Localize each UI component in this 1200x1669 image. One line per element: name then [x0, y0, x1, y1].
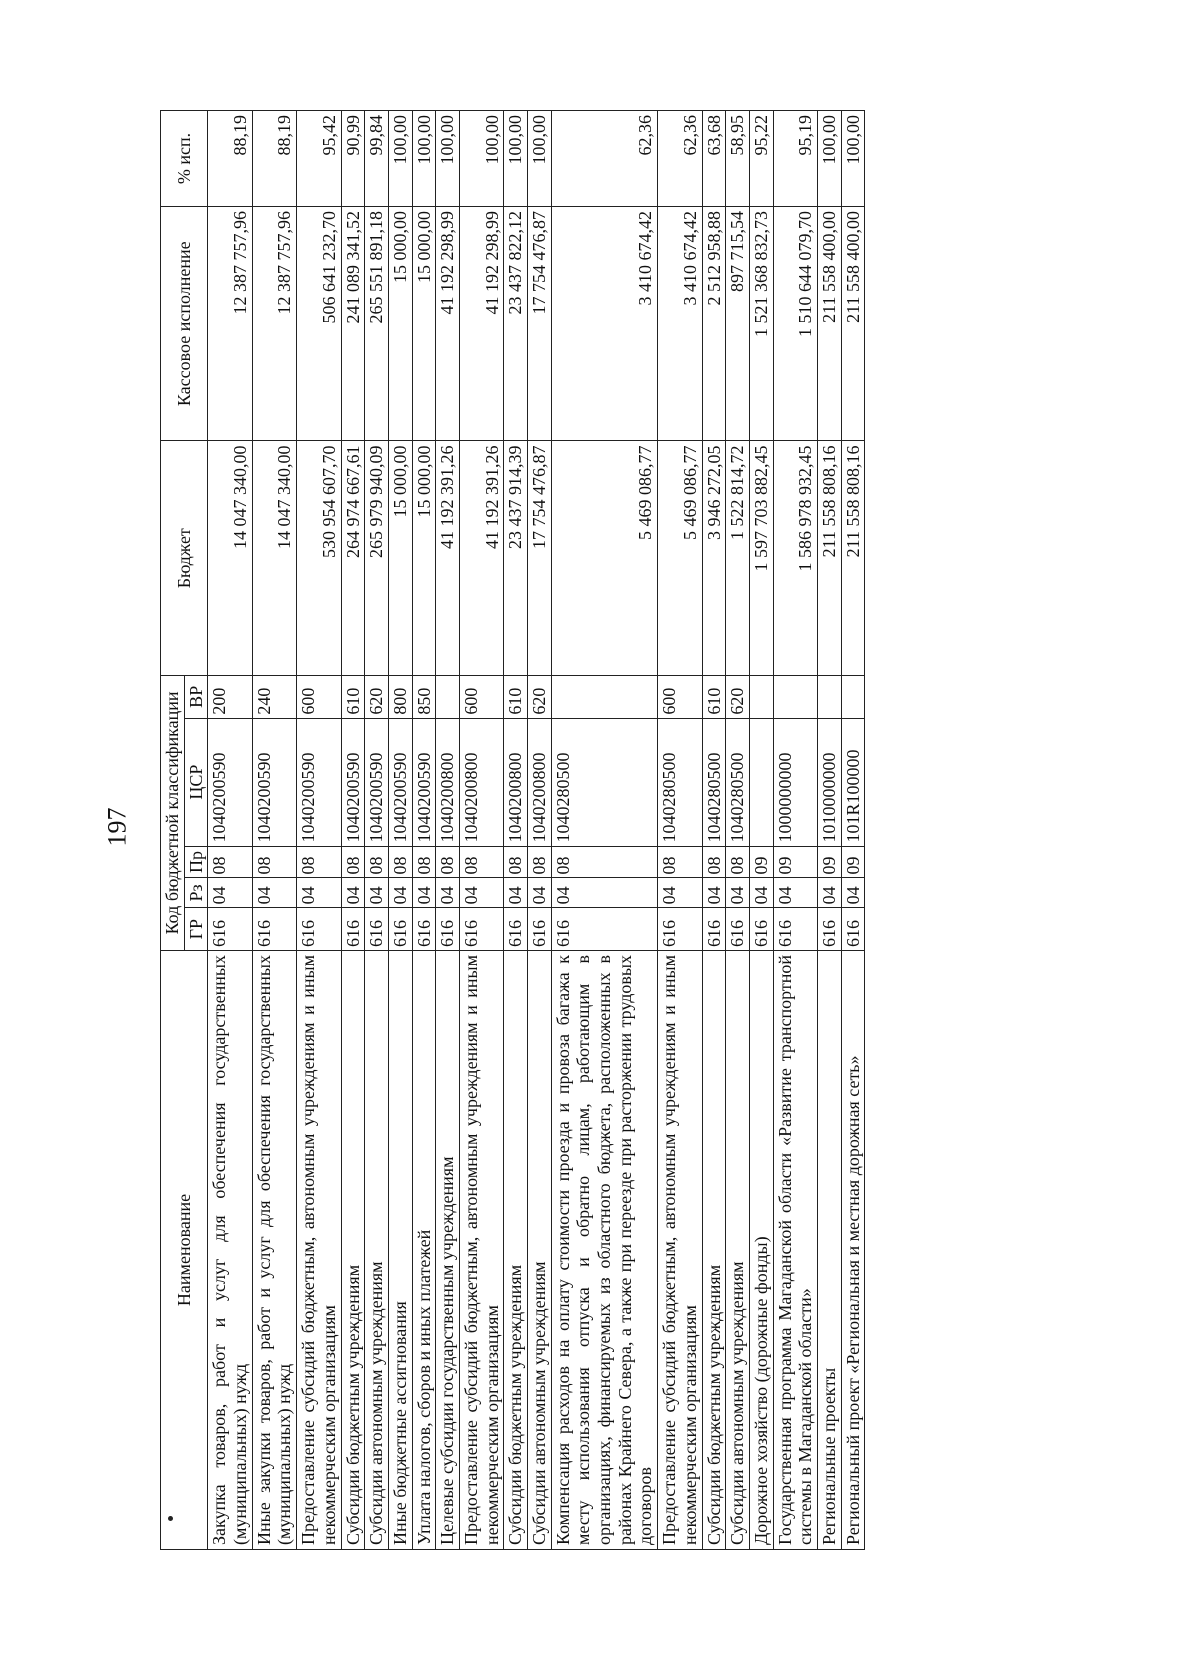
cell-gr: 616 [658, 908, 702, 951]
cell-vr: 600 [658, 675, 702, 718]
cell-csr: 1040200800 [528, 718, 552, 846]
cell-pr: 08 [388, 846, 412, 878]
table-row [773, 111, 817, 1550]
cell-budget: 1 597 703 882,45 [749, 441, 773, 675]
cell-name: Целевые субсидии государственным учреждениям [436, 950, 460, 1549]
cell-budget: 1 522 814,72 [726, 441, 750, 675]
header-budget: Бюджет [161, 441, 208, 675]
cell-budget: 265 979 940,09 [365, 441, 389, 675]
table-row [297, 111, 341, 1550]
cell-rz: 04 [459, 878, 503, 908]
cell-gr: 616 [208, 908, 252, 951]
cell-rz: 04 [365, 878, 389, 908]
cell-pr: 08 [412, 846, 436, 878]
cell-pr: 08 [504, 846, 528, 878]
cell-budget: 23 437 914,39 [504, 441, 528, 675]
cell-name: Предоставление субсидий бюджетным, автономным учреждениям и иным некоммерческим организациям [459, 950, 503, 1549]
header-csr: ЦСР [184, 718, 208, 846]
cell-pr: 08 [297, 846, 341, 878]
cell-cash: 3 410 674,42 [551, 207, 657, 441]
cell-vr: 610 [702, 675, 726, 718]
cell-vr: 620 [365, 675, 389, 718]
cell-rz: 04 [412, 878, 436, 908]
cell-vr [749, 675, 773, 718]
cell-cash: 3 410 674,42 [658, 207, 702, 441]
cell-vr [551, 675, 657, 718]
rotated-table [160, 110, 1060, 1550]
header-code-group: Код бюджетной классификации [161, 675, 185, 950]
cell-rz: 04 [528, 878, 552, 908]
cell-csr: 1040280500 [658, 718, 702, 846]
header-name: Наименование [161, 950, 208, 1549]
table-row [817, 111, 841, 1550]
cell-pct: 99,84 [365, 111, 389, 207]
cell-pr: 09 [773, 846, 817, 878]
cell-name: Уплата налогов, сборов и иных платежей [412, 950, 436, 1549]
cell-pct: 100,00 [459, 111, 503, 207]
cell-budget: 17 754 476,87 [528, 441, 552, 675]
cell-rz: 04 [702, 878, 726, 908]
cell-csr: 1040280500 [702, 718, 726, 846]
cell-gr: 616 [551, 908, 657, 951]
table-container [160, 110, 1060, 1550]
cell-name: Компенсация расходов на оплату стоимости проезда и провоза багажа к месту использования отпуска и обратно лицам, работающим в организациях, финансируемых из областного бюджета, расположенных в районах Крайнего Севера, а также при переезде при расторжении трудовых договоров [551, 950, 657, 1549]
cell-gr: 616 [436, 908, 460, 951]
cell-cash: 211 558 400,00 [817, 207, 841, 441]
cell-csr [749, 718, 773, 846]
cell-budget: 41 192 391,26 [459, 441, 503, 675]
cell-gr: 616 [841, 908, 865, 951]
cell-budget: 264 974 667,61 [341, 441, 365, 675]
cell-rz: 04 [436, 878, 460, 908]
cell-csr: 1040280500 [726, 718, 750, 846]
cell-rz: 04 [252, 878, 296, 908]
cell-budget: 530 954 607,70 [297, 441, 341, 675]
cell-pct: 90,99 [341, 111, 365, 207]
cell-cash: 23 437 822,12 [504, 207, 528, 441]
cell-budget: 14 047 340,00 [208, 441, 252, 675]
cell-budget: 15 000,00 [388, 441, 412, 675]
cell-csr: 1000000000 [773, 718, 817, 846]
budget-table [160, 110, 865, 1550]
cell-vr [817, 675, 841, 718]
table-row [459, 111, 503, 1550]
cell-pr: 08 [658, 846, 702, 878]
cell-csr: 1040200590 [365, 718, 389, 846]
table-row [252, 111, 296, 1550]
cell-pct: 100,00 [504, 111, 528, 207]
cell-csr: 1040200590 [252, 718, 296, 846]
cell-rz: 04 [749, 878, 773, 908]
cell-csr: 1040200590 [297, 718, 341, 846]
cell-pr: 08 [459, 846, 503, 878]
cell-rz: 04 [551, 878, 657, 908]
cell-pct: 62,36 [551, 111, 657, 207]
cell-name: Субсидии автономным учреждениям [365, 950, 389, 1549]
cell-vr: 620 [726, 675, 750, 718]
cell-rz: 04 [504, 878, 528, 908]
cell-gr: 616 [702, 908, 726, 951]
table-row [388, 111, 412, 1550]
cell-csr: 101R100000 [841, 718, 865, 846]
cell-gr: 616 [341, 908, 365, 951]
table-row [551, 111, 657, 1550]
cell-csr: 1040280500 [551, 718, 657, 846]
cell-vr: 620 [528, 675, 552, 718]
table-row [208, 111, 252, 1550]
cell-cash: 41 192 298,99 [436, 207, 460, 441]
cell-pr: 08 [208, 846, 252, 878]
cell-csr: 1040200800 [459, 718, 503, 846]
cell-cash: 241 089 341,52 [341, 207, 365, 441]
cell-cash: 265 551 891,18 [365, 207, 389, 441]
header-pr: Пр [184, 846, 208, 878]
table-row [528, 111, 552, 1550]
cell-rz: 04 [341, 878, 365, 908]
cell-vr: 240 [252, 675, 296, 718]
cell-gr: 616 [388, 908, 412, 951]
cell-pr: 08 [436, 846, 460, 878]
cell-gr: 616 [297, 908, 341, 951]
cell-pct: 95,22 [749, 111, 773, 207]
cell-vr: 800 [388, 675, 412, 718]
cell-name: Региональные проекты [817, 950, 841, 1549]
cell-pct: 88,19 [252, 111, 296, 207]
cell-cash: 15 000,00 [412, 207, 436, 441]
cell-name: Субсидии бюджетным учреждениям [504, 950, 528, 1549]
cell-budget: 14 047 340,00 [252, 441, 296, 675]
cell-cash: 12 387 757,96 [252, 207, 296, 441]
cell-pr: 08 [726, 846, 750, 878]
header-vr: ВР [184, 675, 208, 718]
cell-vr: 600 [297, 675, 341, 718]
cell-vr [436, 675, 460, 718]
cell-csr: 1040200590 [341, 718, 365, 846]
cell-rz: 04 [388, 878, 412, 908]
cell-gr: 616 [528, 908, 552, 951]
cell-pr: 09 [817, 846, 841, 878]
table-row [726, 111, 750, 1550]
cell-gr: 616 [749, 908, 773, 951]
cell-pr: 08 [528, 846, 552, 878]
cell-name: Иные закупки товаров, работ и услуг для обеспечения государственных (муниципальных) нужд [252, 950, 296, 1549]
cell-name: Предоставление субсидий бюджетным, автономным учреждениям и иным некоммерческим организациям [658, 950, 702, 1549]
cell-gr: 616 [459, 908, 503, 951]
cell-vr: 610 [504, 675, 528, 718]
cell-budget: 5 469 086,77 [551, 441, 657, 675]
cell-rz: 04 [773, 878, 817, 908]
header-cash: Кассовое исполнение [161, 207, 208, 441]
cell-gr: 616 [412, 908, 436, 951]
header-pct: % исп. [161, 111, 208, 207]
cell-gr: 616 [773, 908, 817, 951]
cell-gr: 616 [365, 908, 389, 951]
cell-gr: 616 [726, 908, 750, 951]
cell-csr: 1040200800 [504, 718, 528, 846]
cell-vr [773, 675, 817, 718]
cell-budget: 211 558 808,16 [841, 441, 865, 675]
cell-vr: 850 [412, 675, 436, 718]
cell-pct: 100,00 [817, 111, 841, 207]
cell-pct: 100,00 [388, 111, 412, 207]
cell-name: Субсидии бюджетным учреждениям [341, 950, 365, 1549]
cell-pct: 62,36 [658, 111, 702, 207]
table-row [412, 111, 436, 1550]
cell-rz: 04 [297, 878, 341, 908]
table-row [702, 111, 726, 1550]
cell-cash: 12 387 757,96 [208, 207, 252, 441]
cell-pct: 100,00 [436, 111, 460, 207]
cell-rz: 04 [658, 878, 702, 908]
cell-name: Региональный проект «Региональная и местная дорожная сеть» [841, 950, 865, 1549]
table-row [749, 111, 773, 1550]
cell-gr: 616 [252, 908, 296, 951]
cell-vr: 200 [208, 675, 252, 718]
cell-pct: 95,19 [773, 111, 817, 207]
cell-pr: 08 [551, 846, 657, 878]
cell-name: Дорожное хозяйство (дорожные фонды) [749, 950, 773, 1549]
cell-budget: 1 586 978 932,45 [773, 441, 817, 675]
cell-pct: 95,42 [297, 111, 341, 207]
cell-csr: 1040200590 [412, 718, 436, 846]
cell-budget: 15 000,00 [412, 441, 436, 675]
cell-cash: 2 512 958,88 [702, 207, 726, 441]
cell-csr: 1040200800 [436, 718, 460, 846]
cell-rz: 04 [841, 878, 865, 908]
cell-name: Предоставление субсидий бюджетным, автономным учреждениям и иным некоммерческим организациям [297, 950, 341, 1549]
header-rz: Рз [184, 878, 208, 908]
cell-name: Закупка товаров, работ и услуг для обеспечения государственных (муниципальных) нужд [208, 950, 252, 1549]
cell-gr: 616 [504, 908, 528, 951]
cell-rz: 04 [208, 878, 252, 908]
table-row [841, 111, 865, 1550]
cell-pr: 08 [252, 846, 296, 878]
cell-cash: 506 641 232,70 [297, 207, 341, 441]
cell-pr: 08 [365, 846, 389, 878]
cell-budget: 5 469 086,77 [658, 441, 702, 675]
cell-name: Иные бюджетные ассигнования [388, 950, 412, 1549]
cell-cash: 17 754 476,87 [528, 207, 552, 441]
cell-vr: 610 [341, 675, 365, 718]
cell-pct: 63,68 [702, 111, 726, 207]
cell-pct: 100,00 [528, 111, 552, 207]
cell-name: Субсидии автономным учреждениям [726, 950, 750, 1549]
cell-rz: 04 [726, 878, 750, 908]
cell-vr [841, 675, 865, 718]
cell-pct: 88,19 [208, 111, 252, 207]
cell-pct: 100,00 [412, 111, 436, 207]
cell-pct: 100,00 [841, 111, 865, 207]
cell-budget: 3 946 272,05 [702, 441, 726, 675]
cell-name: Государственная программа Магаданской области «Развитие транспортной системы в Магаданской области» [773, 950, 817, 1549]
table-row [504, 111, 528, 1550]
cell-gr: 616 [817, 908, 841, 951]
page-number: 197 [102, 807, 132, 847]
cell-csr: 1040200590 [388, 718, 412, 846]
cell-pct: 58,95 [726, 111, 750, 207]
cell-vr: 600 [459, 675, 503, 718]
cell-budget: 211 558 808,16 [817, 441, 841, 675]
cell-cash: 211 558 400,00 [841, 207, 865, 441]
cell-csr: 1040200590 [208, 718, 252, 846]
cell-cash: 1 521 368 832,73 [749, 207, 773, 441]
cell-name: Субсидии автономным учреждениям [528, 950, 552, 1549]
table-row [436, 111, 460, 1550]
cell-cash: 41 192 298,99 [459, 207, 503, 441]
cell-cash: 15 000,00 [388, 207, 412, 441]
cell-pr: 08 [341, 846, 365, 878]
cell-pr: 08 [702, 846, 726, 878]
table-row [658, 111, 702, 1550]
cell-budget: 41 192 391,26 [436, 441, 460, 675]
table-row [341, 111, 365, 1550]
cell-cash: 897 715,54 [726, 207, 750, 441]
cell-pr: 09 [749, 846, 773, 878]
cell-rz: 04 [817, 878, 841, 908]
cell-csr: 1010000000 [817, 718, 841, 846]
cell-name: Субсидии бюджетным учреждениям [702, 950, 726, 1549]
cell-pr: 09 [841, 846, 865, 878]
table-row [365, 111, 389, 1550]
cell-cash: 1 510 644 079,70 [773, 207, 817, 441]
header-gr: ГР [184, 908, 208, 951]
